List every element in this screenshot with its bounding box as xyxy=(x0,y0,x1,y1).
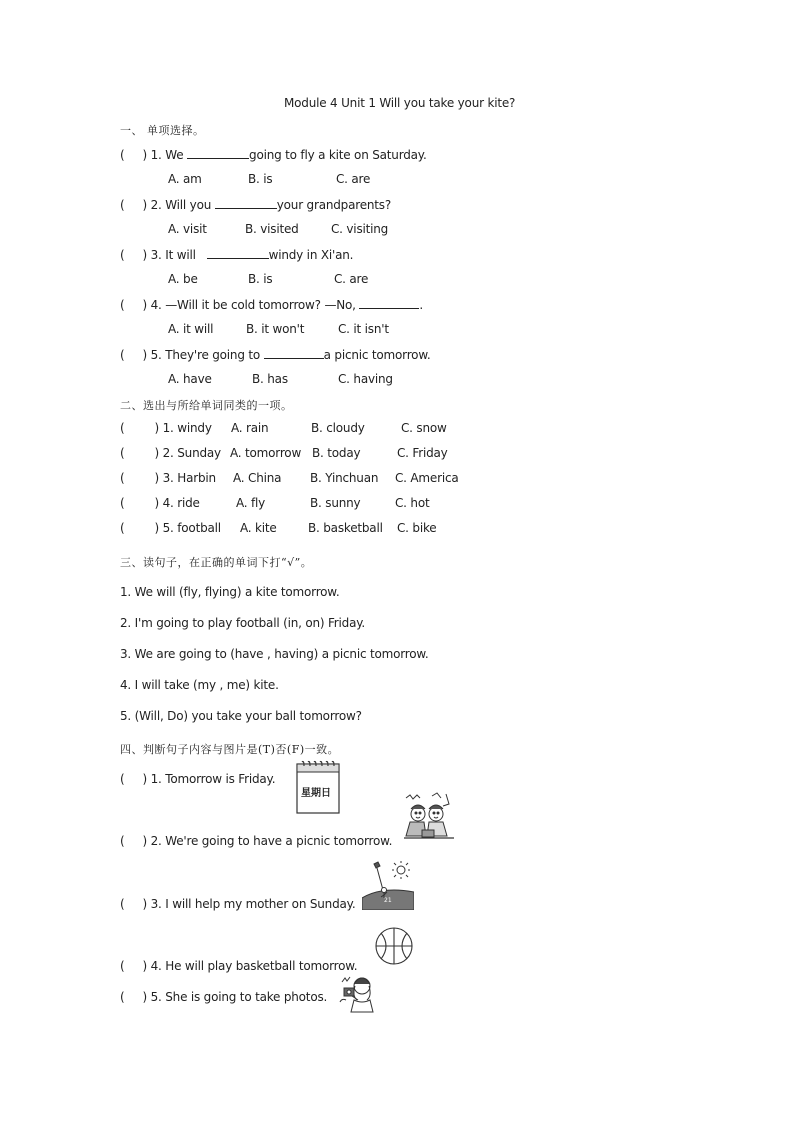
question-4 xyxy=(120,297,423,312)
answer-paren-close: ) xyxy=(142,990,147,1004)
section-3-heading: 三、读句子，在正确的单词下打“√”。 xyxy=(120,556,313,569)
answer-paren-open: ( xyxy=(120,772,125,786)
answer-paren-open: ( xyxy=(120,834,125,848)
given-word: 2. Sunday xyxy=(162,446,221,460)
option-b: B. Yinchuan xyxy=(310,471,379,485)
option-a: A. rain xyxy=(231,421,269,435)
basketball-icon xyxy=(374,926,414,966)
question-stem: 1. We xyxy=(150,148,188,162)
tf-statement: 3. I will help my mother on Sunday. xyxy=(150,897,356,911)
option-c: C. Friday xyxy=(397,446,448,460)
fill-blank xyxy=(264,347,324,359)
question-stem-end: your grandparents? xyxy=(276,198,392,212)
answer-paren-open: ( xyxy=(120,148,125,162)
answer-paren-close: ) xyxy=(154,446,159,460)
option-a: A. am xyxy=(168,172,202,186)
answer-paren-close: ) xyxy=(142,834,147,848)
tf-statement: 1. Tomorrow is Friday. xyxy=(150,772,276,786)
answer-paren-open: ( xyxy=(120,496,125,510)
sentence-2: 2. I'm going to play football (in, on) Friday. xyxy=(120,616,366,630)
item-2 xyxy=(120,446,221,460)
answer-paren-close: ) xyxy=(154,421,159,435)
answer-paren-close: ) xyxy=(142,897,147,911)
question-3 xyxy=(120,247,353,262)
question-stem-end: going to fly a kite on Saturday. xyxy=(249,148,427,162)
answer-paren-close: ) xyxy=(142,772,147,786)
answer-paren-open: ( xyxy=(120,471,125,485)
answer-paren-close: ) xyxy=(142,298,147,312)
answer-paren-close: ) xyxy=(142,148,147,162)
option-b: B. today xyxy=(312,446,361,460)
tf-item-4 xyxy=(120,959,357,973)
answer-paren-open: ( xyxy=(120,298,125,312)
given-word: 4. ride xyxy=(162,496,200,510)
item-4 xyxy=(120,496,200,510)
option-b: B. visited xyxy=(245,222,299,236)
option-a: A. be xyxy=(168,272,198,286)
option-a: A. visit xyxy=(168,222,207,236)
answer-paren-open: ( xyxy=(120,897,125,911)
answer-paren-close: ) xyxy=(142,348,147,362)
answer-paren-close: ) xyxy=(142,198,147,212)
option-b: B. basketball xyxy=(308,521,383,535)
kite-number: 21 xyxy=(384,897,392,904)
option-b: B. cloudy xyxy=(311,421,365,435)
option-c: C. it isn't xyxy=(338,322,389,336)
option-a: A. kite xyxy=(240,521,277,535)
option-c: C. are xyxy=(336,172,371,186)
question-stem: 4. —Will it be cold tomorrow? —No, xyxy=(150,298,360,312)
sentence-3: 3. We are going to (have , having) a picnic tomorrow. xyxy=(120,647,429,661)
option-b: B. has xyxy=(252,372,288,386)
tf-item-2 xyxy=(120,834,392,848)
kite-picture-icon xyxy=(362,860,414,910)
answer-paren-open: ( xyxy=(120,990,125,1004)
fill-blank xyxy=(187,147,249,159)
question-stem: 3. It will xyxy=(150,248,200,262)
section-4-heading: 四、判断句子内容与图片是(T)否(F)一致。 xyxy=(120,743,340,756)
given-word: 5. football xyxy=(162,521,221,535)
option-c: C. snow xyxy=(401,421,447,435)
answer-paren-open: ( xyxy=(120,959,125,973)
given-word: 1. windy xyxy=(162,421,212,435)
fill-blank xyxy=(359,297,419,309)
answer-paren-close: ) xyxy=(154,496,159,510)
section-2-heading: 二、选出与所给单词同类的一项。 xyxy=(120,399,293,412)
answer-paren-open: ( xyxy=(120,348,125,362)
answer-paren-open: ( xyxy=(120,421,125,435)
option-c: C. bike xyxy=(397,521,437,535)
answer-paren-close: ) xyxy=(154,471,159,485)
answer-paren-close: ) xyxy=(142,248,147,262)
question-stem: 5. They're going to xyxy=(150,348,264,362)
tf-statement: 5. She is going to take photos. xyxy=(150,990,328,1004)
sentence-4: 4. I will take (my , me) kite. xyxy=(120,678,279,692)
option-c: C. America xyxy=(395,471,459,485)
tf-statement: 4. He will play basketball tomorrow. xyxy=(150,959,358,973)
option-b: B. it won't xyxy=(246,322,305,336)
option-b: B. sunny xyxy=(310,496,361,510)
calendar-icon xyxy=(296,760,340,814)
fill-blank xyxy=(207,247,269,259)
option-c: C. hot xyxy=(395,496,430,510)
option-b: B. is xyxy=(248,272,273,286)
camera-girl-icon xyxy=(338,974,380,1014)
picnic-picture-icon xyxy=(402,792,458,844)
option-a: A. fly xyxy=(236,496,266,510)
calendar-label: 星期日 xyxy=(301,788,331,799)
item-1 xyxy=(120,421,212,435)
option-a: A. tomorrow xyxy=(230,446,302,460)
given-word: 3. Harbin xyxy=(162,471,216,485)
question-1 xyxy=(120,147,427,162)
option-b: B. is xyxy=(248,172,273,186)
tf-item-5 xyxy=(120,990,327,1004)
question-stem-end: . xyxy=(419,298,424,312)
option-c: C. are xyxy=(334,272,369,286)
question-stem-end: a picnic tomorrow. xyxy=(323,348,431,362)
answer-paren-open: ( xyxy=(120,198,125,212)
tf-statement: 2. We're going to have a picnic tomorrow. xyxy=(150,834,393,848)
answer-paren-open: ( xyxy=(120,446,125,460)
tf-item-3 xyxy=(120,897,355,911)
tf-item-1 xyxy=(120,772,275,786)
item-5 xyxy=(120,521,221,535)
sentence-5: 5. (Will, Do) you take your ball tomorrow? xyxy=(120,709,362,723)
option-c: C. visiting xyxy=(331,222,389,236)
answer-paren-close: ) xyxy=(142,959,147,973)
answer-paren-close: ) xyxy=(154,521,159,535)
answer-paren-open: ( xyxy=(120,521,125,535)
question-2 xyxy=(120,197,391,212)
option-c: C. having xyxy=(338,372,393,386)
answer-paren-open: ( xyxy=(120,248,125,262)
question-5 xyxy=(120,347,430,362)
option-a: A. China xyxy=(233,471,282,485)
question-stem-end: windy in Xi'an. xyxy=(268,248,354,262)
option-a: A. it will xyxy=(168,322,214,336)
option-a: A. have xyxy=(168,372,212,386)
page-title: Module 4 Unit 1 Will you take your kite? xyxy=(284,96,516,110)
section-1-heading: 一、 单项选择。 xyxy=(120,124,205,137)
item-3 xyxy=(120,471,216,485)
question-stem: 2. Will you xyxy=(150,198,215,212)
fill-blank xyxy=(215,197,277,209)
sentence-1: 1. We will (fly, flying) a kite tomorrow. xyxy=(120,585,340,599)
